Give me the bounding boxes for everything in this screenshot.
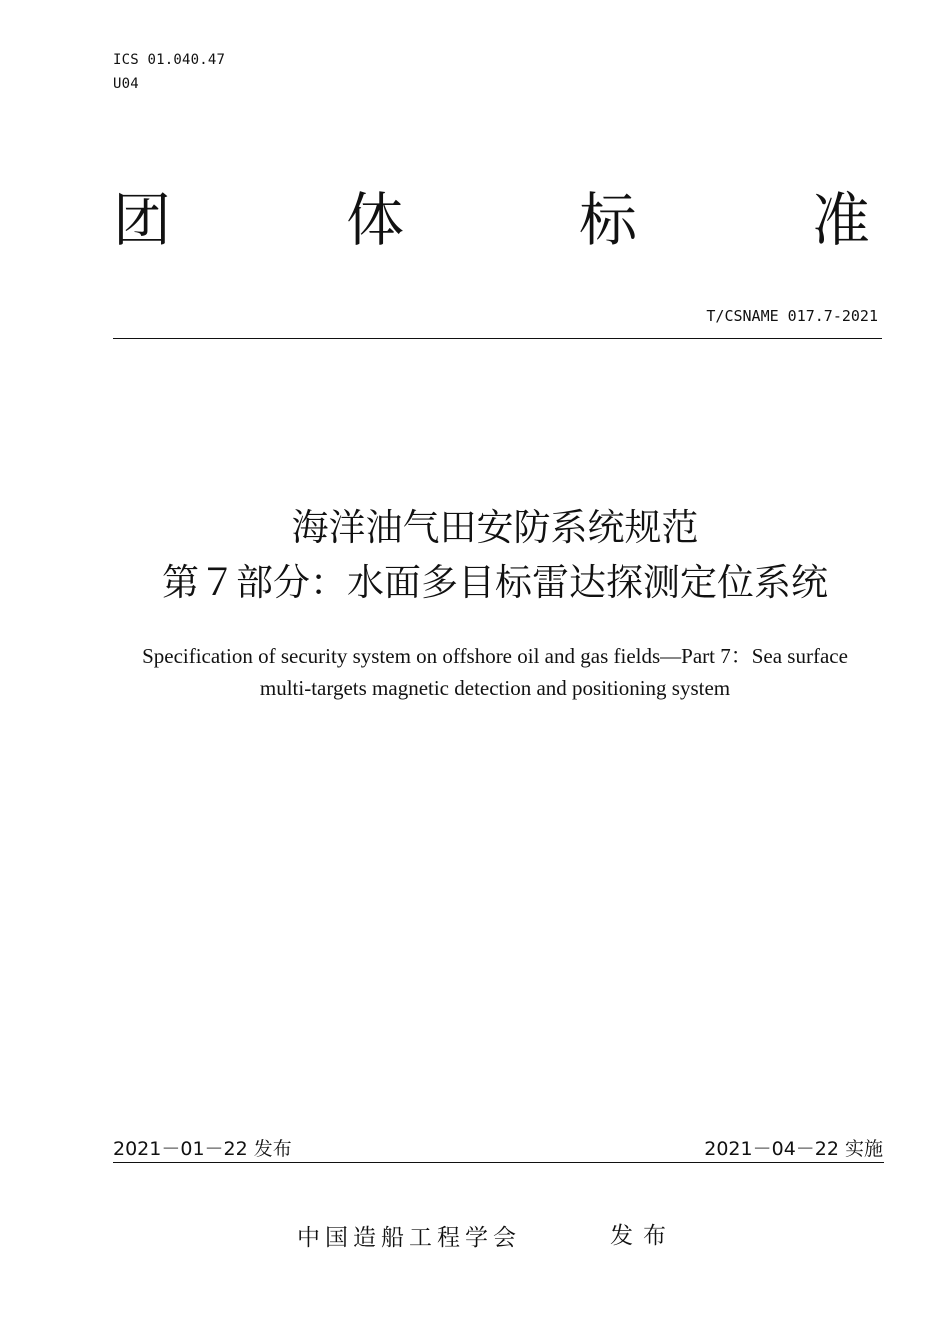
publisher-name: 中国造船工程学会 bbox=[297, 1225, 521, 1251]
header-divider bbox=[113, 338, 882, 339]
standard-number: T/CSNAME 017.7-2021 bbox=[706, 307, 878, 325]
title-english-line-2: multi-targets magnetic detection and positioning system bbox=[259, 676, 731, 700]
issue-date: 2021－01－22 发布 bbox=[113, 1138, 292, 1160]
publish-label: 发布 bbox=[610, 1223, 676, 1249]
title-chinese-line-1: 海洋油气田安防系统规范 bbox=[291, 506, 699, 549]
ics-code: ICS 01.040.47 bbox=[113, 52, 226, 68]
title-english-line-1: Specification of security system on offshore oil and gas fields—Part 7：Sea surface bbox=[142, 644, 848, 668]
category-code: U04 bbox=[113, 76, 139, 92]
classification-codes bbox=[113, 48, 225, 96]
implementation-date: 2021－04－22 实施 bbox=[704, 1138, 883, 1160]
standard-type-char: 准 bbox=[811, 186, 870, 254]
standard-type-char: 团 bbox=[113, 186, 172, 254]
standard-type-char: 体 bbox=[345, 186, 404, 254]
standard-type-heading bbox=[113, 182, 870, 258]
title-chinese-line-2: 第７部分：水面多目标雷达探测定位系统 bbox=[162, 561, 828, 604]
standard-type-char: 标 bbox=[578, 186, 637, 254]
footer-divider bbox=[113, 1162, 884, 1163]
